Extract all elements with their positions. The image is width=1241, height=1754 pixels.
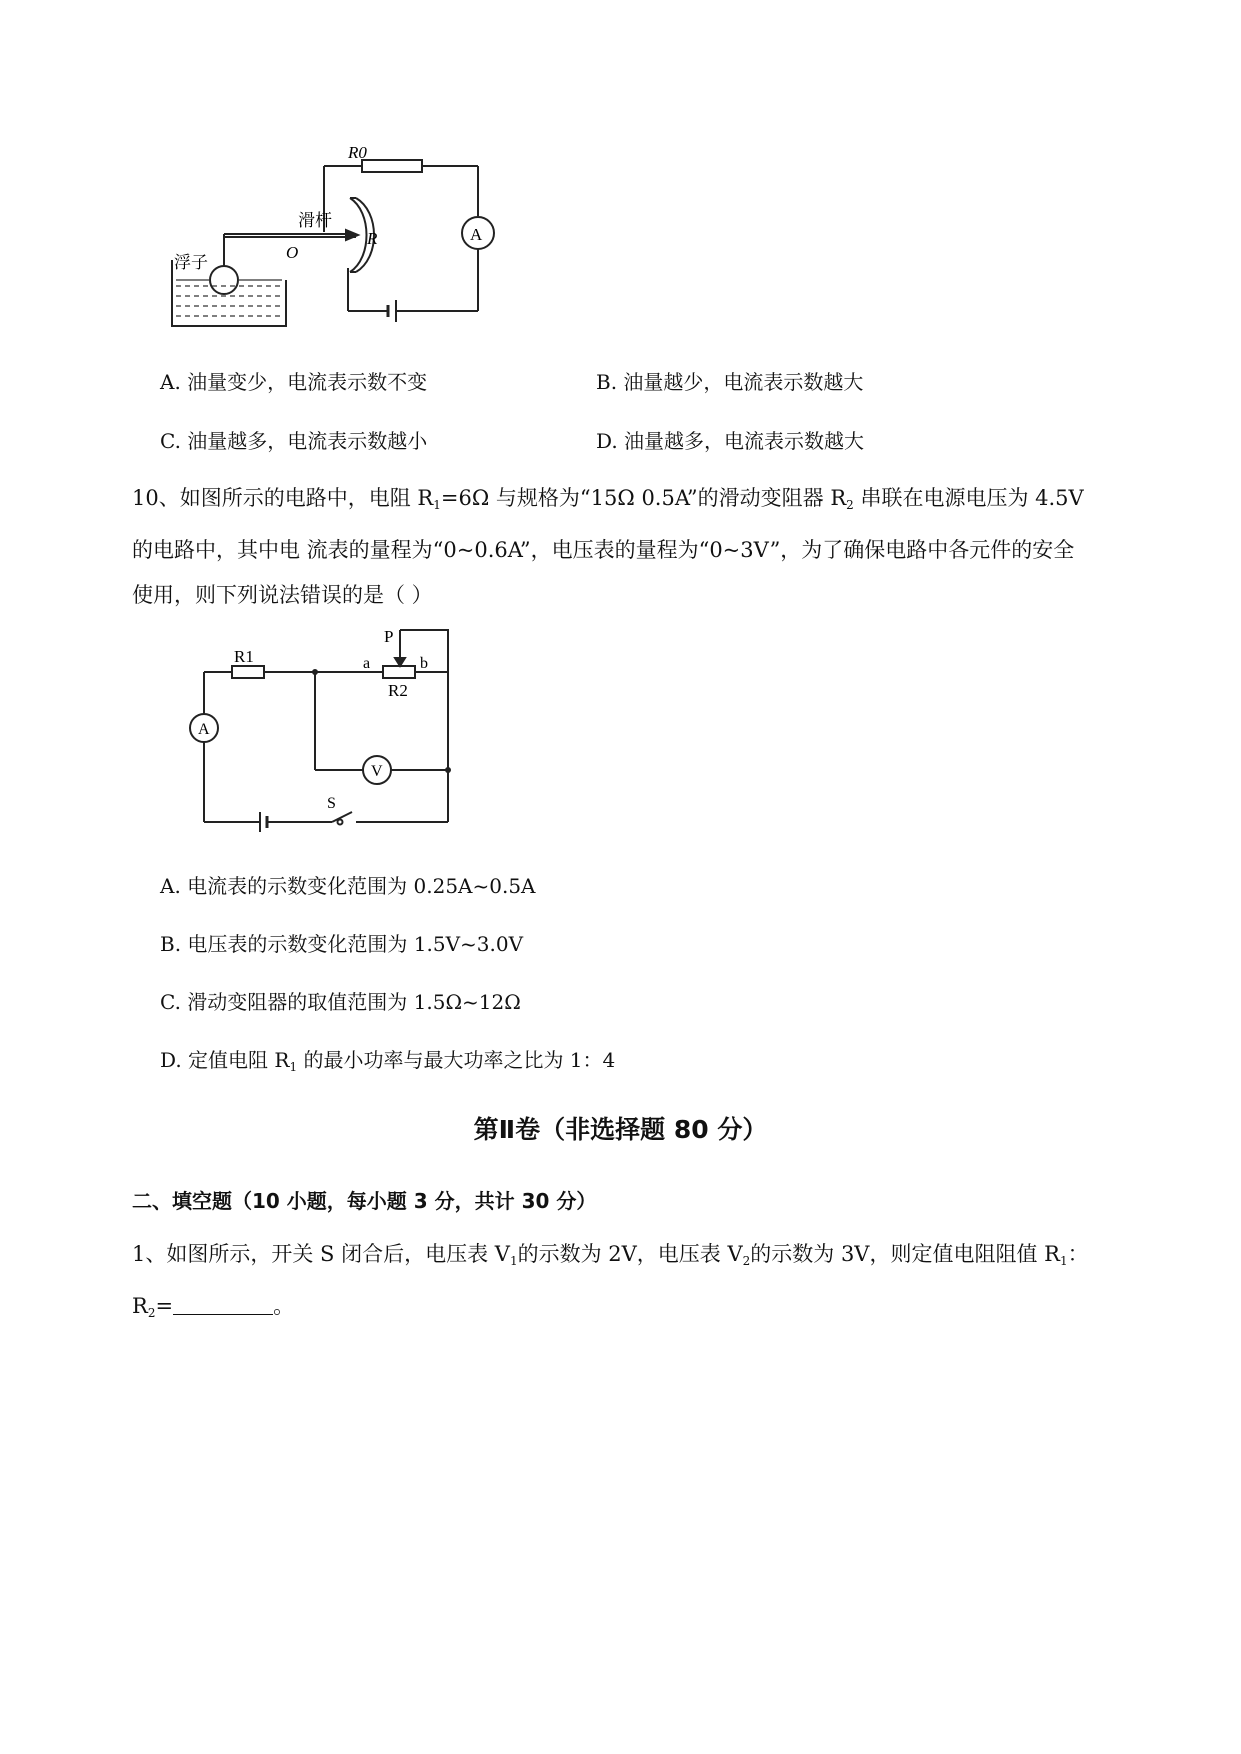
r2-rheostat	[383, 666, 415, 678]
q9-option-d: D. 油量越多，电流表示数越大	[596, 429, 865, 453]
q10-option-b: B. 电压表的示数变化范围为 1.5V~3.0V	[160, 932, 524, 956]
label-a-end: a	[363, 655, 371, 672]
answer-blank[interactable]	[173, 1296, 273, 1315]
q9-option-c: C. 油量越多，电流表示数越小	[160, 429, 428, 453]
fill-question-1	[132, 1232, 1142, 1336]
label-r: R	[367, 229, 378, 248]
r1-resistor	[232, 666, 264, 678]
q9-option-b: B. 油量越少，电流表示数越大	[596, 370, 864, 394]
label-slider: 滑杆	[298, 211, 332, 230]
q10-option-a: A. 电流表的示数变化范围为 0.25A~0.5A	[160, 874, 536, 898]
label-r1: R1	[234, 647, 254, 666]
fill-q1-line-1: 1、如图所示，开关 S 闭合后，电压表 $V_1$的示数为 2V，电压表 $V_2$的示数为 3V，则定值电阻阻值 $R_1$：	[132, 1242, 1089, 1268]
label-ammeter: A	[198, 721, 210, 738]
section2-heading: 二、填空题（10 小题，每小题 3 分，共计 30 分）	[132, 1189, 597, 1213]
q10-stem	[132, 476, 1142, 618]
q9-option-a: A. 油量变少，电流表示数不变	[160, 370, 428, 394]
series-circuit-figure	[180, 620, 480, 840]
label-float: 浮子	[174, 253, 208, 272]
q10-line-3: 使用，则下列说法错误的是（ ）	[132, 583, 433, 607]
float-ball	[210, 266, 238, 294]
q10-line-1: 10、如图所示的电路中，电阻 $R_1=6\Omega$ 与规格为“15Ω 0.5A”的滑动变阻器 $R_2$ 串联在电源电压为 4.5V	[132, 486, 1084, 512]
label-r0: R0	[348, 143, 367, 162]
label-b-end: b	[420, 655, 428, 672]
q10-line-2: 的电路中，其中电 流表的量程为“0~0.6A”，电压表的量程为“0~3V”，为了确保电路中各元件的安全	[132, 538, 1075, 562]
label-voltmeter: V	[371, 763, 383, 780]
label-switch: S	[327, 795, 336, 812]
part2-title: 第Ⅱ卷（非选择题 80 分）	[473, 1115, 768, 1144]
r0-resistor	[362, 160, 422, 172]
label-o: O	[286, 243, 299, 262]
label-ammeter: A	[470, 225, 483, 244]
q10-option-c: C. 滑动变阻器的取值范围为 1.5Ω~12Ω	[160, 990, 521, 1014]
oil-gauge-circuit-figure	[150, 140, 510, 360]
label-r2: R2	[388, 681, 408, 700]
q10-option-d: D. 定值电阻 $R_1$ 的最小功率与最大功率之比为 1：4	[160, 1048, 616, 1074]
label-p: P	[384, 627, 394, 646]
fill-q1-line-2: $R_2=$ 。	[132, 1294, 295, 1320]
